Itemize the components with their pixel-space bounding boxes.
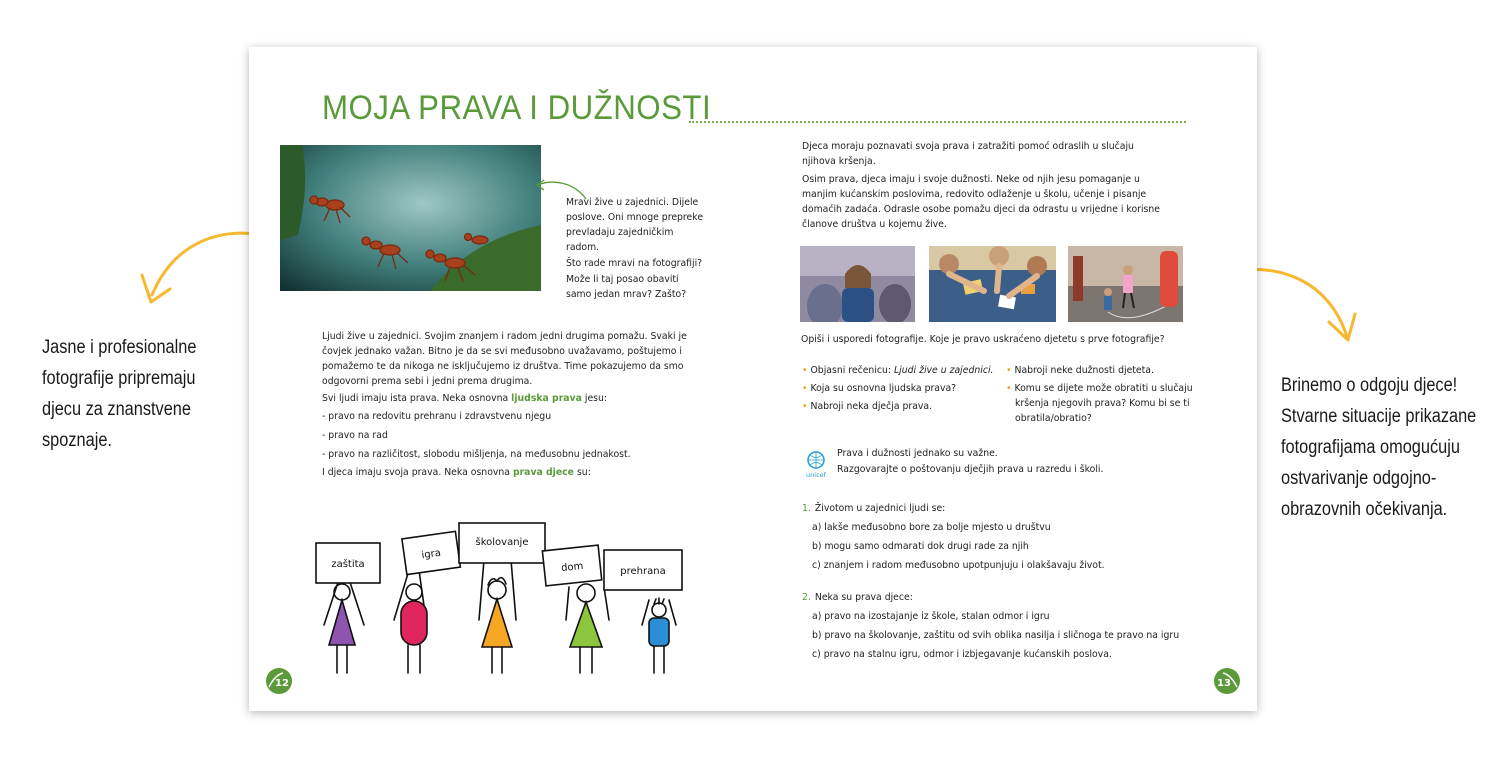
- family-table-photo: [929, 246, 1056, 322]
- exercise-option: c) znanjem i radom međusobno upotpunjuju i olakšavaju život.: [812, 560, 1105, 571]
- question-item: • Komu se dijete može obratiti u slučaju kršenja njegovih prava? Komu bi se ti obratila/obratio?: [1006, 383, 1193, 424]
- right-item-3: - pravo na različitost, slobodu mišljenja, na međusobnu jednakost.: [322, 449, 631, 460]
- sign-label: prehrana: [620, 566, 666, 577]
- bullet-icon: •: [802, 383, 808, 394]
- exercise-option: b) mogu samo odmarati dok drugi rade za njih: [812, 541, 1029, 552]
- exercise-question: 2. Neka su prava djece:: [802, 592, 913, 603]
- unicef-note-line-1: Prava i dužnosti jednako su važne.: [837, 448, 998, 459]
- left-body-text: [322, 329, 712, 480]
- children-jump-rope-photo: [1068, 246, 1183, 322]
- svg-text:unicef: unicef: [806, 471, 826, 478]
- page-number-right: [1213, 667, 1241, 695]
- ant-caption: [566, 195, 706, 303]
- sad-girl-photo: [800, 246, 915, 322]
- bullet-icon: •: [802, 401, 808, 412]
- svg-text:13: 13: [1217, 678, 1231, 689]
- question-item: • Nabroji neka dječja prava.: [802, 401, 933, 412]
- body-paragraph-1: Ljudi žive u zajednici. Svojim znanjem i radom jedni drugima pomažu. Svaki je čovjek jednako važan. Bitno je da se svi međusobno uvažavamo, poštujemo i pomažemo te da nikoga ne isključujemo iz društva. Time pokazujemo da smo odgovorni prema sebi i jedni prema drugima.: [322, 331, 687, 387]
- body-paragraph-2: Svi ljudi imaju ista prava. Neka osnovna ljudska prava jesu:: [322, 393, 608, 404]
- questions-column-2: [1006, 363, 1206, 426]
- photo-question: Opiši i usporedi fotografije. Koje je pravo uskraćeno djetetu s prve fotografije?: [801, 334, 1165, 345]
- ant-caption-line-1: Mravi žive u zajednici. Dijele poslove. Oni mnoge prepreke prevladaju zajedničkim radom.: [566, 197, 704, 253]
- right-item-2: - pravo na rad: [322, 430, 388, 441]
- unicef-logo: [802, 450, 830, 478]
- exercise-question: 1. Životom u zajednici ljudi se:: [802, 503, 946, 514]
- ants-photo: [280, 145, 541, 291]
- bullet-icon: •: [1006, 365, 1012, 376]
- left-annotation: Jasne i profesionalne fotografije pripremaju djecu za znanstvene spoznaje.: [42, 337, 197, 451]
- intro-paragraph-1: Djeca moraju poznavati svoja prava i zatražiti pomoć odraslih u slučaju njihova kršenja.: [802, 141, 1134, 167]
- sign-label: školovanje: [475, 537, 529, 548]
- question-item: • Objasni rečenicu: Ljudi žive u zajednici.: [802, 365, 994, 376]
- bullet-icon: •: [802, 365, 808, 376]
- title-dotted-line: [689, 121, 1186, 123]
- exercise-1: [802, 501, 1202, 573]
- exercise-option: b) pravo na školovanje, zaštitu od svih oblika nasilja i sličnoga te pravo na igru: [812, 630, 1180, 641]
- intro-paragraph-2: Osim prava, djeca imaju i svoje dužnosti. Neke od njih jesu pomaganje u manjim kućanskim poslovima, redovito odlaženje u školu, učenje i pisanje domaćih zadaća. Odrasle osobe pomažu djeci da odrastu u vrijedne i korisne članove društva u kojemu žive.: [802, 174, 1161, 230]
- sign-label: zaštita: [331, 559, 365, 570]
- body-paragraph-3: I djeca imaju svoja prava. Neka osnovna prava djece su:: [322, 467, 591, 478]
- exercise-option: a) lakše međusobno bore za bolje mjesto u društvu: [812, 522, 1051, 533]
- exercise-2: [802, 590, 1202, 662]
- unicef-note: [837, 446, 1197, 477]
- exercise-option: a) pravo na izostajanje iz škole, stalan odmor i igru: [812, 611, 1050, 622]
- sign-label: igra: [420, 547, 442, 562]
- children-signs-illustration: [304, 515, 724, 675]
- book-spread: [249, 47, 1257, 711]
- unicef-note-line-2: Razgovarajte o poštovanju dječjih prava u razredu i školi.: [837, 464, 1104, 475]
- ant-caption-line-3: Može li taj posao obaviti samo jedan mrav? Zašto?: [566, 274, 687, 300]
- questions-column-1: [802, 363, 1002, 414]
- question-item: • Nabroji neke dužnosti djeteta.: [1006, 365, 1154, 376]
- right-intro-text: [802, 139, 1162, 232]
- sign-label: dom: [560, 560, 584, 575]
- right-item-1: - pravo na redovitu prehranu i zdravstvenu njegu: [322, 411, 552, 422]
- ant-caption-line-2: Što rade mravi na fotografiji?: [566, 258, 703, 269]
- right-annotation: Brinemo o odgoju djece! Stvarne situacije prikazane fotografijama omogućuju ostvarivanje odgojno-obrazovnih očekivanja.: [1281, 375, 1477, 520]
- question-item: • Koja su osnovna ljudska prava?: [802, 383, 957, 394]
- exercise-option: c) pravo na stalnu igru, odmor i izbjegavanje kućanskih poslova.: [812, 649, 1112, 660]
- page-title: MOJA PRAVA I DUŽNOSTI: [322, 89, 712, 127]
- page-number-left: [265, 667, 293, 695]
- svg-text:12: 12: [275, 678, 289, 689]
- bullet-icon: •: [1006, 383, 1012, 394]
